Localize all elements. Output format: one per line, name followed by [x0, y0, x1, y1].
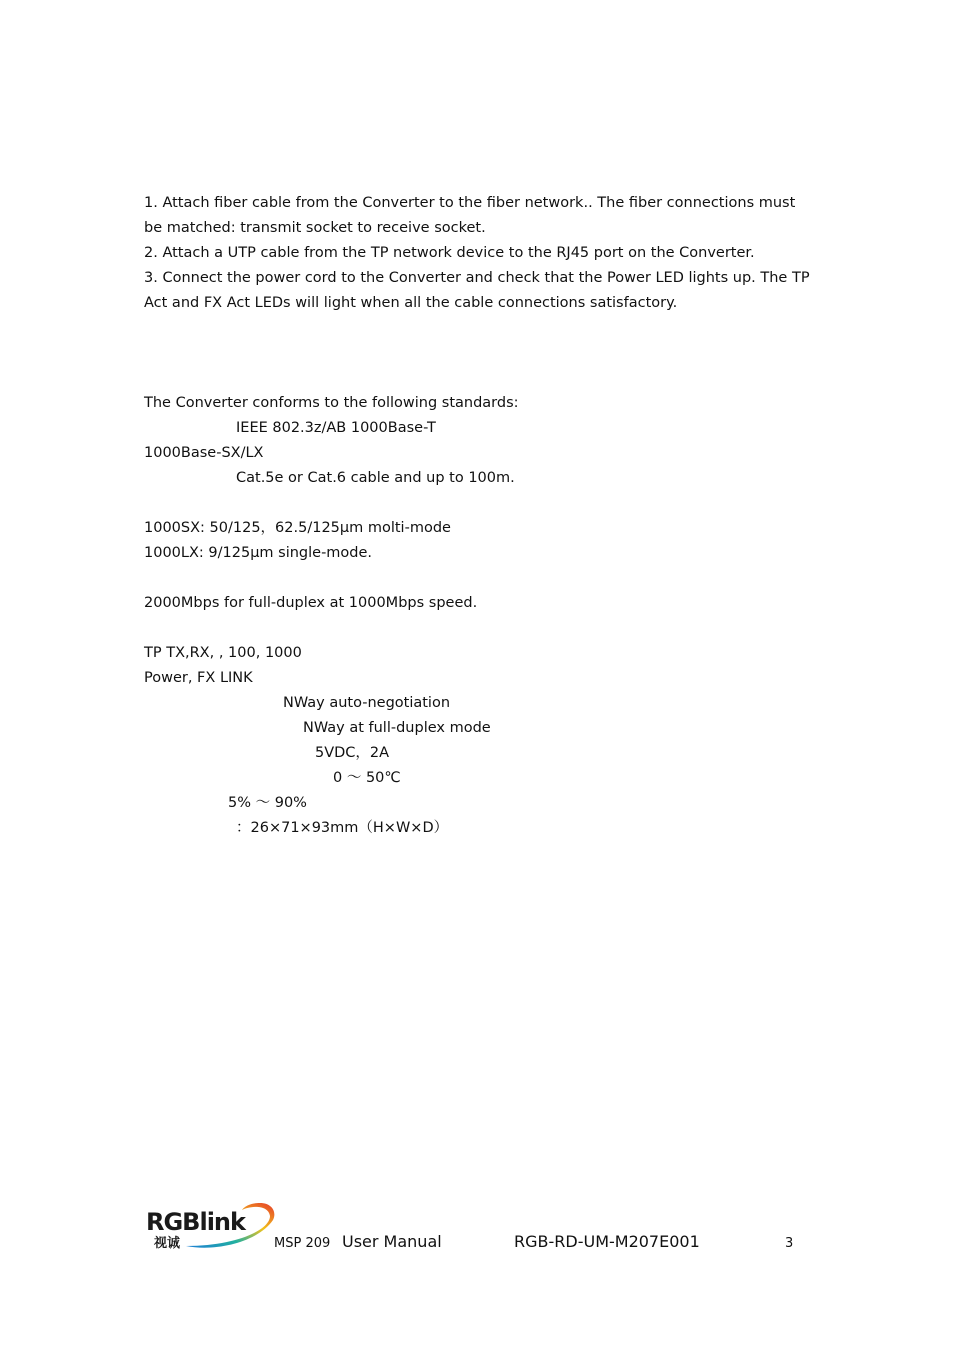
standards-intro: The Converter conforms to the following standards:	[144, 395, 519, 411]
temperature-spec: 0 ～ 50℃	[333, 770, 401, 786]
footer-manual-title: User Manual	[342, 1232, 442, 1251]
fiber-lx-spec: 1000LX: 9/125μm single-mode.	[144, 545, 373, 561]
logo-sub-text: 视诚	[154, 1236, 181, 1251]
step-1-line-2: be matched: transmit socket to receive socket.	[144, 220, 486, 236]
nway-duplex-spec: NWay at full-duplex mode	[303, 720, 491, 736]
step-2: 2. Attach a UTP cable from the TP network device to the RJ45 port on the Converter.	[144, 245, 755, 261]
led-spec-2: Power, FX LINK	[144, 670, 253, 686]
fiber-sx-spec: 1000SX: 50/125，62.5/125μm molti-mode	[144, 520, 451, 536]
humidity-spec: 5% ～ 90%	[228, 795, 307, 811]
rgblink-logo	[146, 1200, 276, 1252]
logo-wordmark: RGBlink	[146, 1208, 245, 1236]
step-3-line-2: Act and FX Act LEDs will light when all the cable connections satisfactory.	[144, 295, 678, 311]
standard-base: 1000Base-SX/LX	[144, 445, 264, 461]
power-spec: 5VDC，2A	[315, 745, 390, 761]
footer-model: MSP 209	[274, 1236, 331, 1251]
step-3-line-1: 3. Connect the power cord to the Converter and check that the Power LED lights up. The TP	[144, 270, 810, 286]
page-number: 3	[785, 1236, 794, 1251]
dimensions-spec: ：26×71×93mm（H×W×D）	[236, 820, 449, 836]
led-spec-1: TP TX,RX, , 100, 1000	[144, 645, 302, 661]
step-1-line-1: 1. Attach fiber cable from the Converter to the fiber network.. The fiber connections must	[144, 195, 796, 211]
nway-auto-spec: NWay auto-negotiation	[283, 695, 451, 711]
cable-spec: Cat.5e or Cat.6 cable and up to 100m.	[236, 470, 515, 486]
speed-spec: 2000Mbps for full-duplex at 1000Mbps speed.	[144, 595, 478, 611]
footer-doc-id: RGB-RD-UM-M207E001	[514, 1232, 700, 1251]
standard-ieee: IEEE 802.3z/AB 1000Base-T	[236, 420, 436, 436]
